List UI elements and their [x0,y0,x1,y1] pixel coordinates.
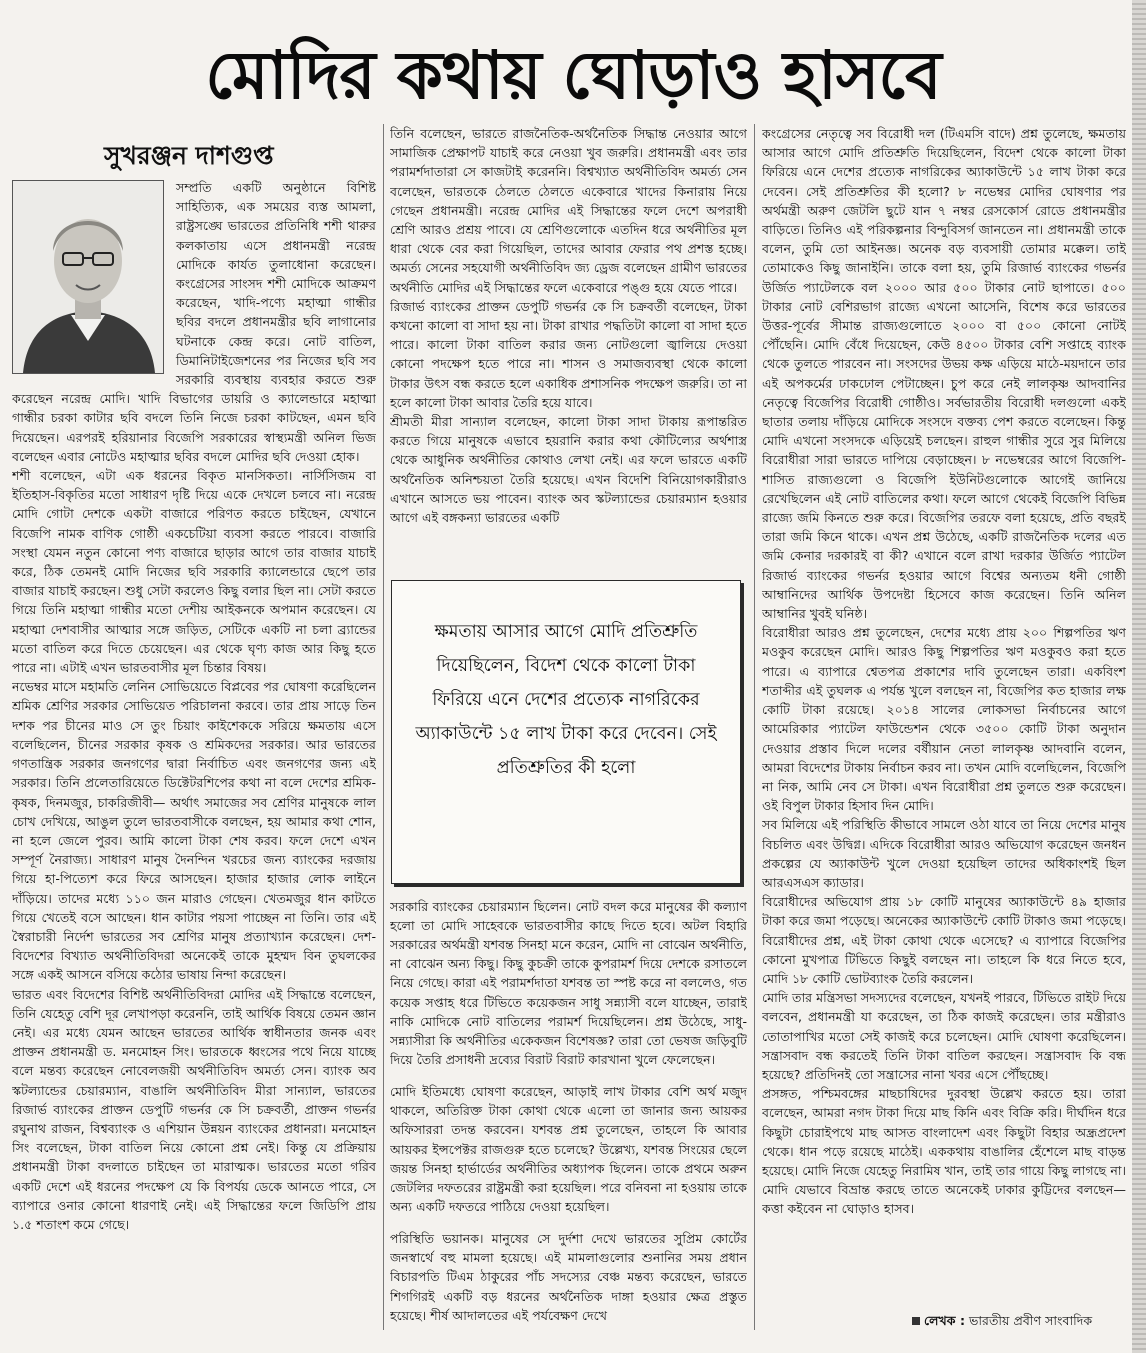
article-column-2-bottom [390,884,747,1329]
column-rule [383,124,384,1330]
page-edge [1132,0,1146,1353]
pull-quote: ক্ষমতায় আসার আগে মোদি প্রতিশ্রুতি দিয়েছিলেন, বিদেশ থেকে কালো টাকা ফিরিয়ে এনে দেশের প্রত্যেক নাগরিকের অ্যাকাউন্টে ১৫ লাখ টাকা করে দেবেন। সেই প্রতিশ্রুতির কী হলো [415,622,717,778]
paragraph: বিরোধীদের অভিযোগ প্রায় ১৮ কোটি মানুষের অ্যাকাউন্টে ৪৯ হাজার টাকা করে জমা পড়েছে। অনেকের অ্যাকাউন্টে কোটি টাকাও জমা পড়েছে। বিরোধীদের প্রশ্ন, এই টাকা কোথা থেকে এসেছে? এ ব্যাপারে বিজেপির কোনো মুখপাত্র টিভিতে কিছুই বলছেন না। তাহলে কি ধরে নিতে হবে, মোদি ১৮ কোটি ভোটব্যাংক তৈরি করলেন। [762,894,1126,986]
paragraph: সম্প্রতি একটি অনুষ্ঠানে বিশিষ্ট সাহিত্যিক, এক সময়ের ব্যস্ত আমলা, রাষ্ট্রসঙ্ঘে ভারতের প্রতিনিধি শশী থারুর কলকাতায় এসে প্রধানমন্ত্রী নরেন্দ্র মোদিকে কার্যত তুলাধোনা করেছেন। কংগ্রেসের সাংসদ শশী মোদিকে আক্রমণ করেছেন, খাদি-পণ্যে মহাত্মা গান্ধীর ছবির বদলে প্রধানমন্ত্রীর ছবি লাগানোর ঘটনাকে কেন্দ্র করে। নোট বাতিল, ডিমানিটাইজেশনের পর নিজের ছবি সব সরকারি ব্যবস্থায় ব্যবহার করতে শুরু করেছেন নরেন্দ্র মোদি। খাদি বিভাগের ডায়রি ও ক্যালেন্ডারে মহাত্মা গান্ধীর চরকা কাটার ছবি বদলে তিনি নিজে চরকা কাটছেন, এমন ছবি দিয়েছেন। এরপরই হরিয়ানার বিজেপি সরকারের স্বাস্থ্যমন্ত্রী অনিল ভিজ বলেছেন এবার নোটেও মহাত্মার ছবির বদলে মোদির ছবি দেওয়া হোক। [12,180,376,464]
paragraph: শশী বলেছেন, এটা এক ধরনের বিকৃত মানসিকতা। নার্সিসিজম বা ইতিহাস-বিকৃতির মতো সাধারণ দৃষ্টি দিয়ে একে দেখলে চলবে না। নরেন্দ্র মোদি গোটা দেশকে একটা বাজারে পরিণত করতে চাইছেন, যেখানে বিজেপি নামক বাণিক গোষ্ঠী একচেটিয়া ব্যবসা করতে পারবে। বাজারি সংস্থা যেমন নতুন কোনো পণ্য বাজারে ছাড়ার আগে তার বাজার যাচাই করে, ঠিক তেমনই মোদি নিজের ছবি সরকারি ক্যালেন্ডারে ছেপে তার বাজার যাচাই করছেন। শুধু সেটা করলেও কিছু বলার ছিল না। সেটা করতে গিয়ে তিনি মহাত্মা গান্ধীর মতো দেশীয় আইকনকে অপমান করেছেন। যে মহাত্মা দেশবাসীর আত্মার সঙ্গে জড়িত, সেটিকে একটি না চলা ব্র্যান্ডের মতো বাতিল করে দিতে চেয়েছেন। এর থেকে ঘৃণ্য কাজ আর কিছু হতে পারে না। এটাই এখন ভারতবাসীর মূল চিন্তার বিষয়। [12,468,376,676]
paragraph: পরিস্থিতি ভয়ানক। মানুষের সে দুর্দশা দেখে ভারতের সুপ্রিম কোর্টের জনস্বার্থে বহু মামলা হয়েছে। এই মামলাগুলোর শুনানির সময় প্রধান বিচারপতি টিএম ঠাকুরের পাঁচ সদস্যের বেঞ্চ মন্তব্য করেছেন, ভারতে শিগগিরই একটি বড় ধরনের অর্থনৈতিক দাঙ্গা হওয়ার ক্ষেত্র প্রস্তুত হয়েছে। শীর্ষ আদালতের এই পর্যবেক্ষণ দেখে [390,1231,747,1323]
paragraph: সব মিলিয়ে এই পরিস্থিতি কীভাবে সামলে ওঠা যাবে তা নিয়ে দেশের মানুষ বিচলিত এবং উদ্বিগ্ন। এদিকে বিরোধীরা আরও অভিযোগ করেছেন জনধন প্রকল্পের যে অ্যাকাউন্ট খুলে দেওয়া হয়েছিল তাদের অধিকাংশই ছিল আরএসএস ক্যাডার। [762,817,1126,890]
portrait-photo-icon [12,180,164,374]
paragraph: প্রসঙ্গত, পশ্চিমবঙ্গের মাছচাষিদের দুরবস্থা উল্লেখ করতে হয়। তারা বলেছেন, আমরা নগদ টাকা দিয়ে মাছ কিনি এবং বিক্রি করি। দীর্ঘদিন ধরে কিছুটা চোরাইপথে মাছ আসত বাংলাদেশ এবং কিছুটা বিহার অন্ধ্রপ্রদেশ থেকে। ধান পড়ে রয়েছে মাঠেই। এককথায় বাঙালির হেঁশেলে মাছ বাড়ন্ত হয়েছে। মোদি নিজে যেহেতু নিরামিষ খান, তাই তার গায়ে কিছু লাগছে না। মোদি যেভাবে বিভ্রান্ত করছে তাতে অনেকেই ঢাকার কুট্টিদের বলছেন— কত্তা কইবেন না ঘোড়াও হাসব। [762,1086,1126,1217]
paragraph: ভারত এবং বিদেশের বিশিষ্ট অর্থনীতিবিদরা মোদির এই সিদ্ধান্তে বলেছেন, তিনি যেহেতু বেশি দূর লেখাপড়া করেননি, তাই আর্থিক বিষয়ে তেমন জ্ঞান নেই। এর মধ্যে যেমন আছেন ভারতের আর্থিক স্বাধীনতার জনক এবং প্রাক্তন প্রধানমন্ত্রী ড. মনমোহন সিং। ভারতকে ধ্বংসের পথে নিয়ে যাচ্ছে বলে মন্তব্য করেছেন নোবেলজয়ী অর্থনীতিবিদ অমর্ত্য সেন। ব্যাংক অব স্কটল্যান্ডের চেয়ারম্যান, বাঙালি অর্থনীতিবিদ মীরা সান্যাল, ভারতের রিজার্ভ ব্যাংকের প্রাক্তন ডেপুটি গভর্নর কে সি চক্রবর্তী, প্রাক্তন গভর্নর রঘুনাথ রাজন, বিশ্বব্যাংক ও এশিয়ান উন্নয়ন ব্যাংকের প্রধানরা। মনমোহন সিং বলেছেন, টাকা বাতিল নিয়ে কোনো প্রশ্ন নেই। কিন্তু যে প্রক্রিয়ায় প্রধানমন্ত্রী টাকা বদলাতে চাইছেন তা মারাত্মক। ভারতের মতো গরিব একটি দেশে এই ধরনের পদক্ষেপ যে কি বিপর্যয় ডেকে আনতে পারে, সে ব্যাপারে ওনার কোনো ধারণাই নেই। এই সিদ্ধান্তের ফলে জিডিপি প্রায় ১.৫ শতাংশ কমে গেছে। [12,986,376,1232]
paragraph: বিরোধীরা আরও প্রশ্ন তুলেছেন, দেশের মধ্যে প্রায় ২০০ শিল্পপতির ঋণ মওকুব করেছেন মোদি। আরও কিছু শিল্পপতির ঋণ মওকুবও করা হতে পারে। এ ব্যাপারে শ্বেতপত্র প্রকাশের দাবি তুলেছেন তারা। একবিংশ শতাব্দীর এই তুঘলক এ পর্যন্ত খুলে বলছেন না, বিজেপির কত হাজার লক্ষ কোটি টাকা রয়েছে। ২০১৪ সালের লোকসভা নির্বাচনের আগে আমেরিকার প্যাটেল ফাউন্ডেশন থেকে ৩৫০০ কোটি টাকা অনুদান দেওয়ার প্রস্তাব দিলে দলের বর্ষীয়ান নেতা লালকৃষ্ণ আদবানি বলেন, আমরা বিদেশের টাকায় নির্বাচন করব না। তখন মোদি বলেছিলেন, বিজেপি না নিক, আমি নেব সে টাকা। এখন বিরোধীরা প্রশ্ন তুলতে শুরু করেছেন। ওই বিপুল টাকার হিসাব দিন মোদি। [762,625,1126,814]
byline: সুখরঞ্জন দাশগুপ্ত [104,141,274,170]
paragraph: নভেম্বর মাসে মহামতি লেনিন সোভিয়েতে বিপ্লবের পর ঘোষণা করেছিলেন শ্রমিক শ্রেণির সরকার সোভিয়েত পরিচালনা করবে। তার প্রায় সাড়ে তিন দশক পর চীনের মাও সে তুং চিয়াং কাইশেককে সরিয়ে ক্ষমতায় এসে বলেছিলেন, চীনের সরকার কৃষক ও শ্রমিকদের সরকার। আর ভারতের গণতান্ত্রিক সরকার জনগণের দ্বারা নির্বাচিত এবং জনগণের জন্য এই সরকার। তিনি প্রলেতারিয়েতে ডিক্টেটরশিপের কথা না বলে দেশের শ্রমিক-কৃষক, দিনমজুর, চাকরিজীবী— অর্থাৎ সমাজের সব শ্রেণির মানুষকে লাল চোখ দেখিয়ে, আঙুল তুলে ভারতবাসীকে বলছেন, হয় আমার কথা শোন, না হলে জেলে পুরব। আমি কালো টাকা শেষ করব। ফলে দেশে এখন সম্পূর্ণ নৈরাজ্য। সাধারণ মানুষ দৈনন্দিন খরচের জন্য ব্যাংকের দরজায় গিয়ে হা-পিত্যেশ করে ফিরে আসছেন। হাজার হাজার লোক লাইনে দাঁড়িয়ে। তাদের মধ্যে ১১০ জন মারাও গেছেন। খেতমজুর ধান কাটতে গিয়ে খেতেই বসে আছেন। ধান কাটার পয়সা পাচ্ছেন না তিনি। তার এই স্বৈরাচারী নির্দেশ ভারতের সব শ্রেণির মানুষ প্রত্যাখ্যান করেছেন। দেশ-বিদেশের বিখ্যাত অর্থনীতিবিদরা অনেকেই তাকে মুহম্মদ বিন তুঘলকের সঙ্গে একই আসনে বসিয়ে কঠোর ভাষায় নিন্দা করেছেন। [12,679,376,983]
paragraph: তিনি বলেছেন, ভারতে রাজনৈতিক-অর্থনৈতিক সিদ্ধান্ত নেওয়ার আগে সামাজিক প্রেক্ষাপট যাচাই করে নেওয়া খুব জরুরি। প্রধানমন্ত্রী এবং তার পরামর্শদাতারা সে কাজটাই করেননি। বিশ্বখ্যাত অর্থনীতিবিদ অমর্ত্য সেন বলেছেন, ভারতকে ঠেলতে ঠেলতে একেবারে খাদের কিনারায় নিয়ে গেছেন প্রধানমন্ত্রী। নরেন্দ্র মোদির এই সিদ্ধান্তের ফলে দেশে অপরাধী শ্রেণি আরও প্রশ্রয় পাবে। যে শ্রেণিগুলোকে এতদিন ধরে অর্থনীতির মূল ধারা থেকে বের করা গিয়েছিল, তাদের আবার ফেরার পথ প্রশস্ত হচ্ছে। অমর্ত্য সেনের সহযোগী অর্থনীতিবিদ জ্য ড্রেজ বলেছেন গ্রামীণ ভারতের অর্থনীতি মোদির এই সিদ্ধান্তের ফলে একেবারে পঙ্গু হয়ে যেতে পারে। [390,126,747,295]
author-note [912,1311,1126,1330]
pull-quote-box [391,580,741,884]
article-column-3 [762,124,1126,1309]
article-column-1 [12,178,376,1329]
paragraph: কংগ্রেসের নেতৃত্বে সব বিরোধী দল (টিএমসি বাদে) প্রশ্ন তুলেছে, ক্ষমতায় আসার আগে মোদি প্রতিশ্রুতি দিয়েছিলেন, বিদেশ থেকে কালো টাকা ফিরিয়ে এনে দেশের প্রত্যেক নাগরিকের অ্যাকাউন্টে ১৫ লাখ টাকা করে দেবেন। সেই প্রতিশ্রুতির কী হলো? ৮ নভেম্বর মোদির ঘোষণার পর অর্থমন্ত্রী অরুণ জেটলি ছুটে যান ৭ নম্বর রেসকোর্স রোডে প্রধানমন্ত্রীর বাড়িতে। তিনিও এই পরিকল্পনার বিন্দুবিসর্গ জানতেন না। প্রধানমন্ত্রী তাকে বলেন, তুমি তো আইনজ্ঞ। অনেক বড় ব্যবসায়ী তোমার মক্কেল। তাই তোমাকেও কিছু জানাইনি। তাকে বলা হয়, তুমি রিজার্ভ ব্যাংকের গভর্নর উর্জিত প্যাটেলকে বল ২০০০ আর ৫০০ টাকার নোট ছাপাতে। ৫০০ টাকার নোট বেশিরভাগ রাজ্যে এখনো আসেনি, বিশেষ করে ভারতের উত্তর-পূর্বের সীমান্ত রাজ্যগুলোতে ২০০০ বা ৫০০ কোনো নোটই পৌঁছেনি। মোদি বেঁধে দিয়েছেন, কেউ ৪৫০০ টাকার বেশি সপ্তাহে ব্যাংক থেকে তুলতে পারবেন না। সংসদের উভয় কক্ষ এড়িয়ে মাঠে-ময়দানে তার এই অপকর্মের ঢাকঢোল পেটাচ্ছেন। চুপ করে নেই লালকৃষ্ণ আদবানির নেতৃত্বে বিজেপির বিরোধী গোষ্ঠীও। সর্বভারতীয় বিরোধী দলগুলো একই ছাতার তলায় দাঁড়িয়ে মোদিকে সংসদে বক্তব্য পেশ করতে বলেছেন। কিন্তু মোদি এখনো সংসদকে এড়িয়েই চলছেন। রাহুল গান্ধীর সুরে সুর মিলিয়ে বিরোধীরা সারা ভারতে দাপিয়ে বেড়াচ্ছেন। ৮ নভেম্বরের আগে বিজেপি-শাসিত রাজ্যগুলো ও বিজেপি ইউনিটগুলোকে আগেই জানিয়ে রেখেছিলেন এই নোট বাতিলের কথা। ফলে আগে থেকেই বিজেপি বিভিন্ন রাজ্যে জমি কিনতে শুরু করে। বিজেপির তরফে বলা হয়েছে, প্রতি বছরই তারা জমি কিনে থাকে। এখন প্রশ্ন উঠেছে, একটি রাজনৈতিক দলের এত জমি কেনার দরকারই বা কী? এখানে বলে রাখা দরকার উর্জিত প্যাটেল রিজার্ভ ব্যাংকের গভর্নর হওয়ার আগে বিশ্বের অন্যতম ধনী গোষ্ঠী আম্বানিদের আর্থিক উপদেষ্টা হিসেবে কাজ করেছেন। তিনি অনিল আম্বানির খুবই ঘনিষ্ঠ। [762,126,1126,622]
paragraph: সরকারি ব্যাংকের চেয়ারম্যান ছিলেন। নোট বদল করে মানুষের কী কল্যাণ হলো তা মোদি সাহেবকে ভারতবাসীর কাছে দিতে হবে। অটল বিহারি সরকারের অর্থমন্ত্রী যশবন্ত সিনহা মনে করেন, মোদি না বোঝেন অর্থনীতি, না বোঝেন অন্য কিছু। কিছু কুচক্রী তাকে কুপরামর্শ দিয়ে দেশকে রসাতলে নিয়ে গেছে। কারা এই পরামর্শদাতা যশবন্ত তা স্পষ্ট করে না বললেও, গত কয়েক সপ্তাহ ধরে টিভিতে কয়েকজন সাধু সন্ন্যাসী বলে যাচ্ছেন, তারাই নাকি মোদিকে নোট বাতিলের পরামর্শ দিয়েছিলেন। প্রশ্ন উঠেছে, সাধু-সন্ন্যাসীরা কি অর্থনীতির একেকজন বিশেষজ্ঞ? তারা তো ভেষজ জড়িবুটি দিয়ে তৈরি প্রসাধনী দ্রব্যের বিরাট বিরাট কারখানা খুলে ফেলেছেন। [390,898,747,1068]
article-column-2-top [390,124,747,574]
paragraph: মোদি তার মন্ত্রিসভা সদস্যদের বলেছেন, যখনই পারবে, টিভিতে রাইট দিয়ে বলবেন, প্রধানমন্ত্রী যা করেছেন, তা ঠিক কাজই করেছেন। তার মন্ত্রীরাও তোতাপাখির মতো সেই কাজই করে চলেছেন। মোদি ঘোষণা করেছিলেন। সন্ত্রাসবাদ বন্ধ করতেই তিনি টাকা বাতিল করছেন। সন্ত্রাসবাদ কি বন্ধ হয়েছে? প্রতিদিনই তো সন্ত্রাসের নানা খবর এসে পৌঁছচ্ছে। [762,990,1126,1082]
paragraph: শ্রীমতী মীরা সান্যাল বলেছেন, কালো টাকা সাদা টাকায় রূপান্তরিত করতে গিয়ে মানুষকে এভাবে হয়রানি করার কথা কৌটিল্যের অর্থশাস্ত্র থেকে আধুনিক অর্থনীতির কোথাও লেখা নেই। এর ফলে ভারতে একটি অর্থনৈতিক অনিশ্চয়তা তৈরি হয়েছে। এখন বিদেশি বিনিয়োগকারীরাও এখানে আসতে ভয় পাবেন। ব্যাংক অব স্কটল্যান্ডের চেয়ারম্যান হওয়ার আগে এই বঙ্গকন্যা ভারতের একটি [390,414,747,526]
headline: মোদির কথায় ঘোড়াও হাসবে [205,37,941,114]
paragraph: রিজার্ভ ব্যাংকের প্রাক্তন ডেপুটি গভর্নর কে সি চক্রবর্তী বলেছেন, টাকা কখনো কালো বা সাদা হয় না। টাকা রাখার পদ্ধতিটা কালো বা সাদা হতে পারে। কালো টাকা বাতিল করার জন্য নোটগুলো জ্বালিয়ে দেওয়া কোনো পদক্ষেপ হতে পারে না। শাসন ও সমাজব্যবস্থা থেকে কালো টাকার উৎস বন্ধ করতে হলে একাধিক প্রশাসনিক পদক্ষেপ জরুরি। তা না হলে কালো টাকা আবার তৈরি হয়ে যাবে। [390,298,747,410]
author-label: লেখক : [924,1313,965,1328]
square-bullet-icon [912,1317,920,1325]
column-rule [754,124,755,1330]
author-description: ভারতীয় প্রবীণ সাংবাদিক [969,1313,1093,1328]
paragraph: মোদি ইতিমধ্যে ঘোষণা করেছেন, আড়াই লাখ টাকার বেশি অর্থ মজুদ থাকলে, অতিরিক্ত টাকা কোথা থেকে এলো তা জানার জন্য আয়কর অফিসাররা তদন্ত করবেন। যশবন্ত প্রশ্ন তুলেছেন, তাহলে কি আবার আয়কর ইন্সপেক্টর রাজগুরু হতে চলেছে? উল্লেখ্য, যশবন্ত সিংয়ের ছেলে জয়ন্ত সিনহা হার্ভার্ডের অর্থনীতির অধ্যাপক ছিলেন। তাকে প্রথমে অরুন জেটলির দফতরের রাষ্ট্রমন্ত্রী করা হয়েছিল। পরে বনিবনা না হওয়ায় তাকে অন্য একটি দফতরে পাঠিয়ে দেওয়া হয়েছিল। [390,1084,747,1215]
